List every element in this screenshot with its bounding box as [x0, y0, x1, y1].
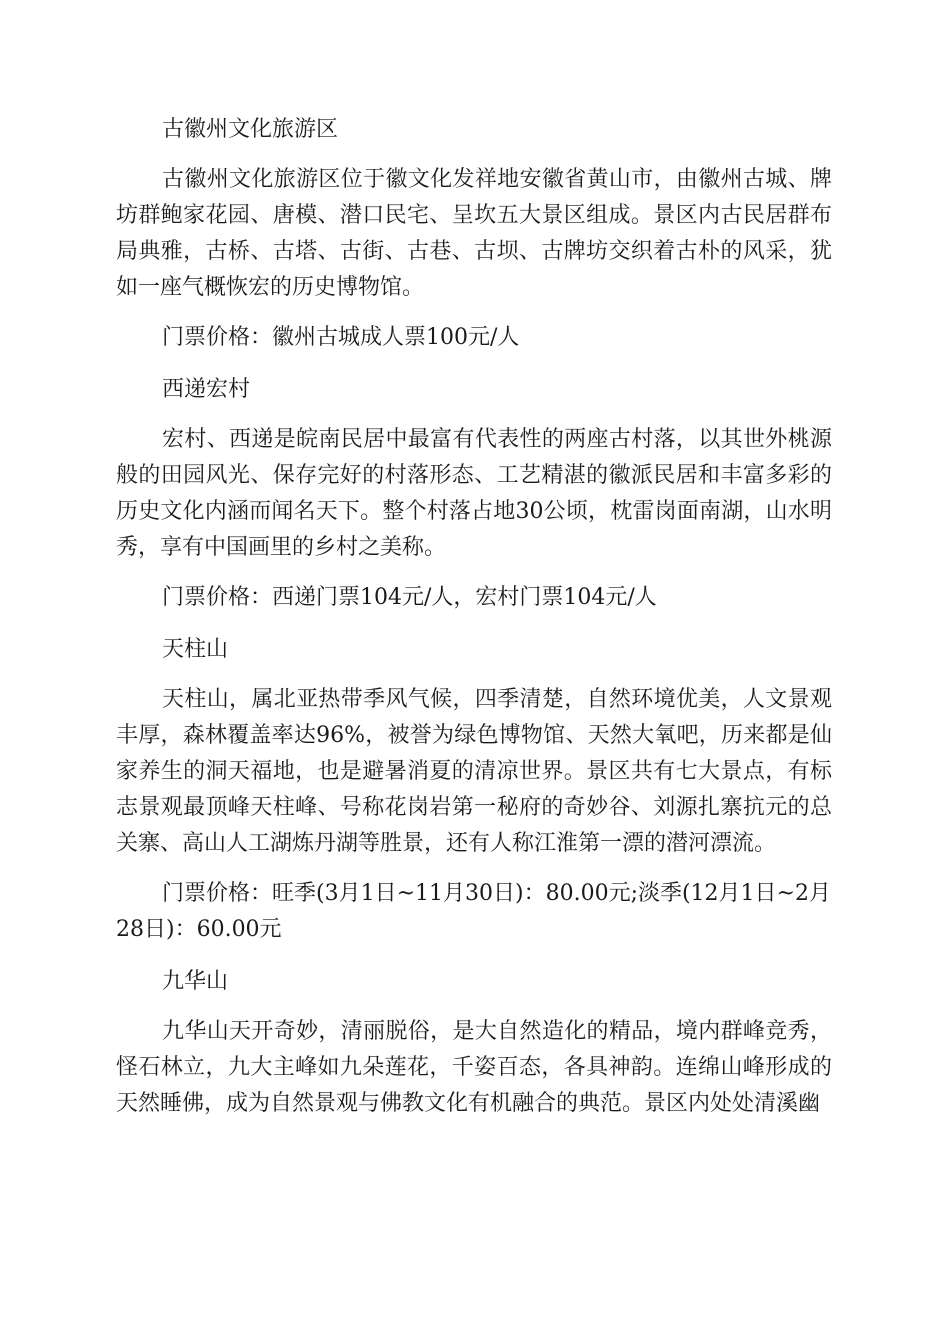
section-xidi-hongcun	[116, 370, 832, 616]
section-body: 天柱山，属北亚热带季风气候，四季清楚，自然环境优美，人文景观丰厚，森林覆盖率达96%，被誉为绿色博物馆、天然大氧吧，历来都是仙家养生的洞天福地，也是避暑消夏的清凉世界。景区共有七大景点，有标志景观最顶峰天柱峰、号称花岗岩第一秘府的奇妙谷、刘源扎寨抗元的总关寨、高山人工湖炼丹湖等胜景，还有人称江淮第一漂的潜河漂流。	[116, 687, 832, 856]
section-body: 古徽州文化旅游区位于徽文化发祥地安徽省黄山市，由徽州古城、牌坊群鲍家花园、唐模、潜口民宅、呈坎五大景区组成。景区内古民居群布局典雅，古桥、古塔、古街、古巷、古坝、古牌坊交织着古朴的风采，犹如一座气概恢宏的历史博物馆。	[116, 167, 832, 300]
section-tianzhushan	[116, 630, 832, 948]
document-page	[116, 110, 832, 1136]
section-title: 古徽州文化旅游区	[162, 117, 339, 142]
section-huizhou	[116, 110, 832, 356]
ticket-price: 门票价格：徽州古城成人票100元/人	[162, 325, 520, 350]
section-title: 西递宏村	[162, 377, 251, 402]
section-body: 宏村、西递是皖南民居中最富有代表性的两座古村落，以其世外桃源般的田园风光、保存完好的村落形态、工艺精湛的徽派民居和丰富多彩的历史文化内涵而闻名天下。整个村落占地30公顷，枕雷岗面南湖，山水明秀，享有中国画里的乡村之美称。	[116, 427, 832, 560]
section-title: 九华山	[162, 969, 229, 994]
section-body: 九华山天开奇妙，清丽脱俗，是大自然造化的精品，境内群峰竞秀，怪石林立，九大主峰如九朵莲花，千姿百态，各具神韵。连绵山峰形成的天然睡佛，成为自然景观与佛教文化有机融合的典范。景区内处处清溪幽	[116, 1019, 832, 1116]
section-title: 天柱山	[162, 637, 229, 662]
section-jiuhuashan	[116, 962, 832, 1122]
ticket-price: 门票价格：西递门票104元/人，宏村门票104元/人	[162, 585, 657, 610]
ticket-price: 门票价格：旺季(3月1日~11月30日)：80.00元;淡季(12月1日~2月28日)：60.00元	[116, 881, 831, 942]
